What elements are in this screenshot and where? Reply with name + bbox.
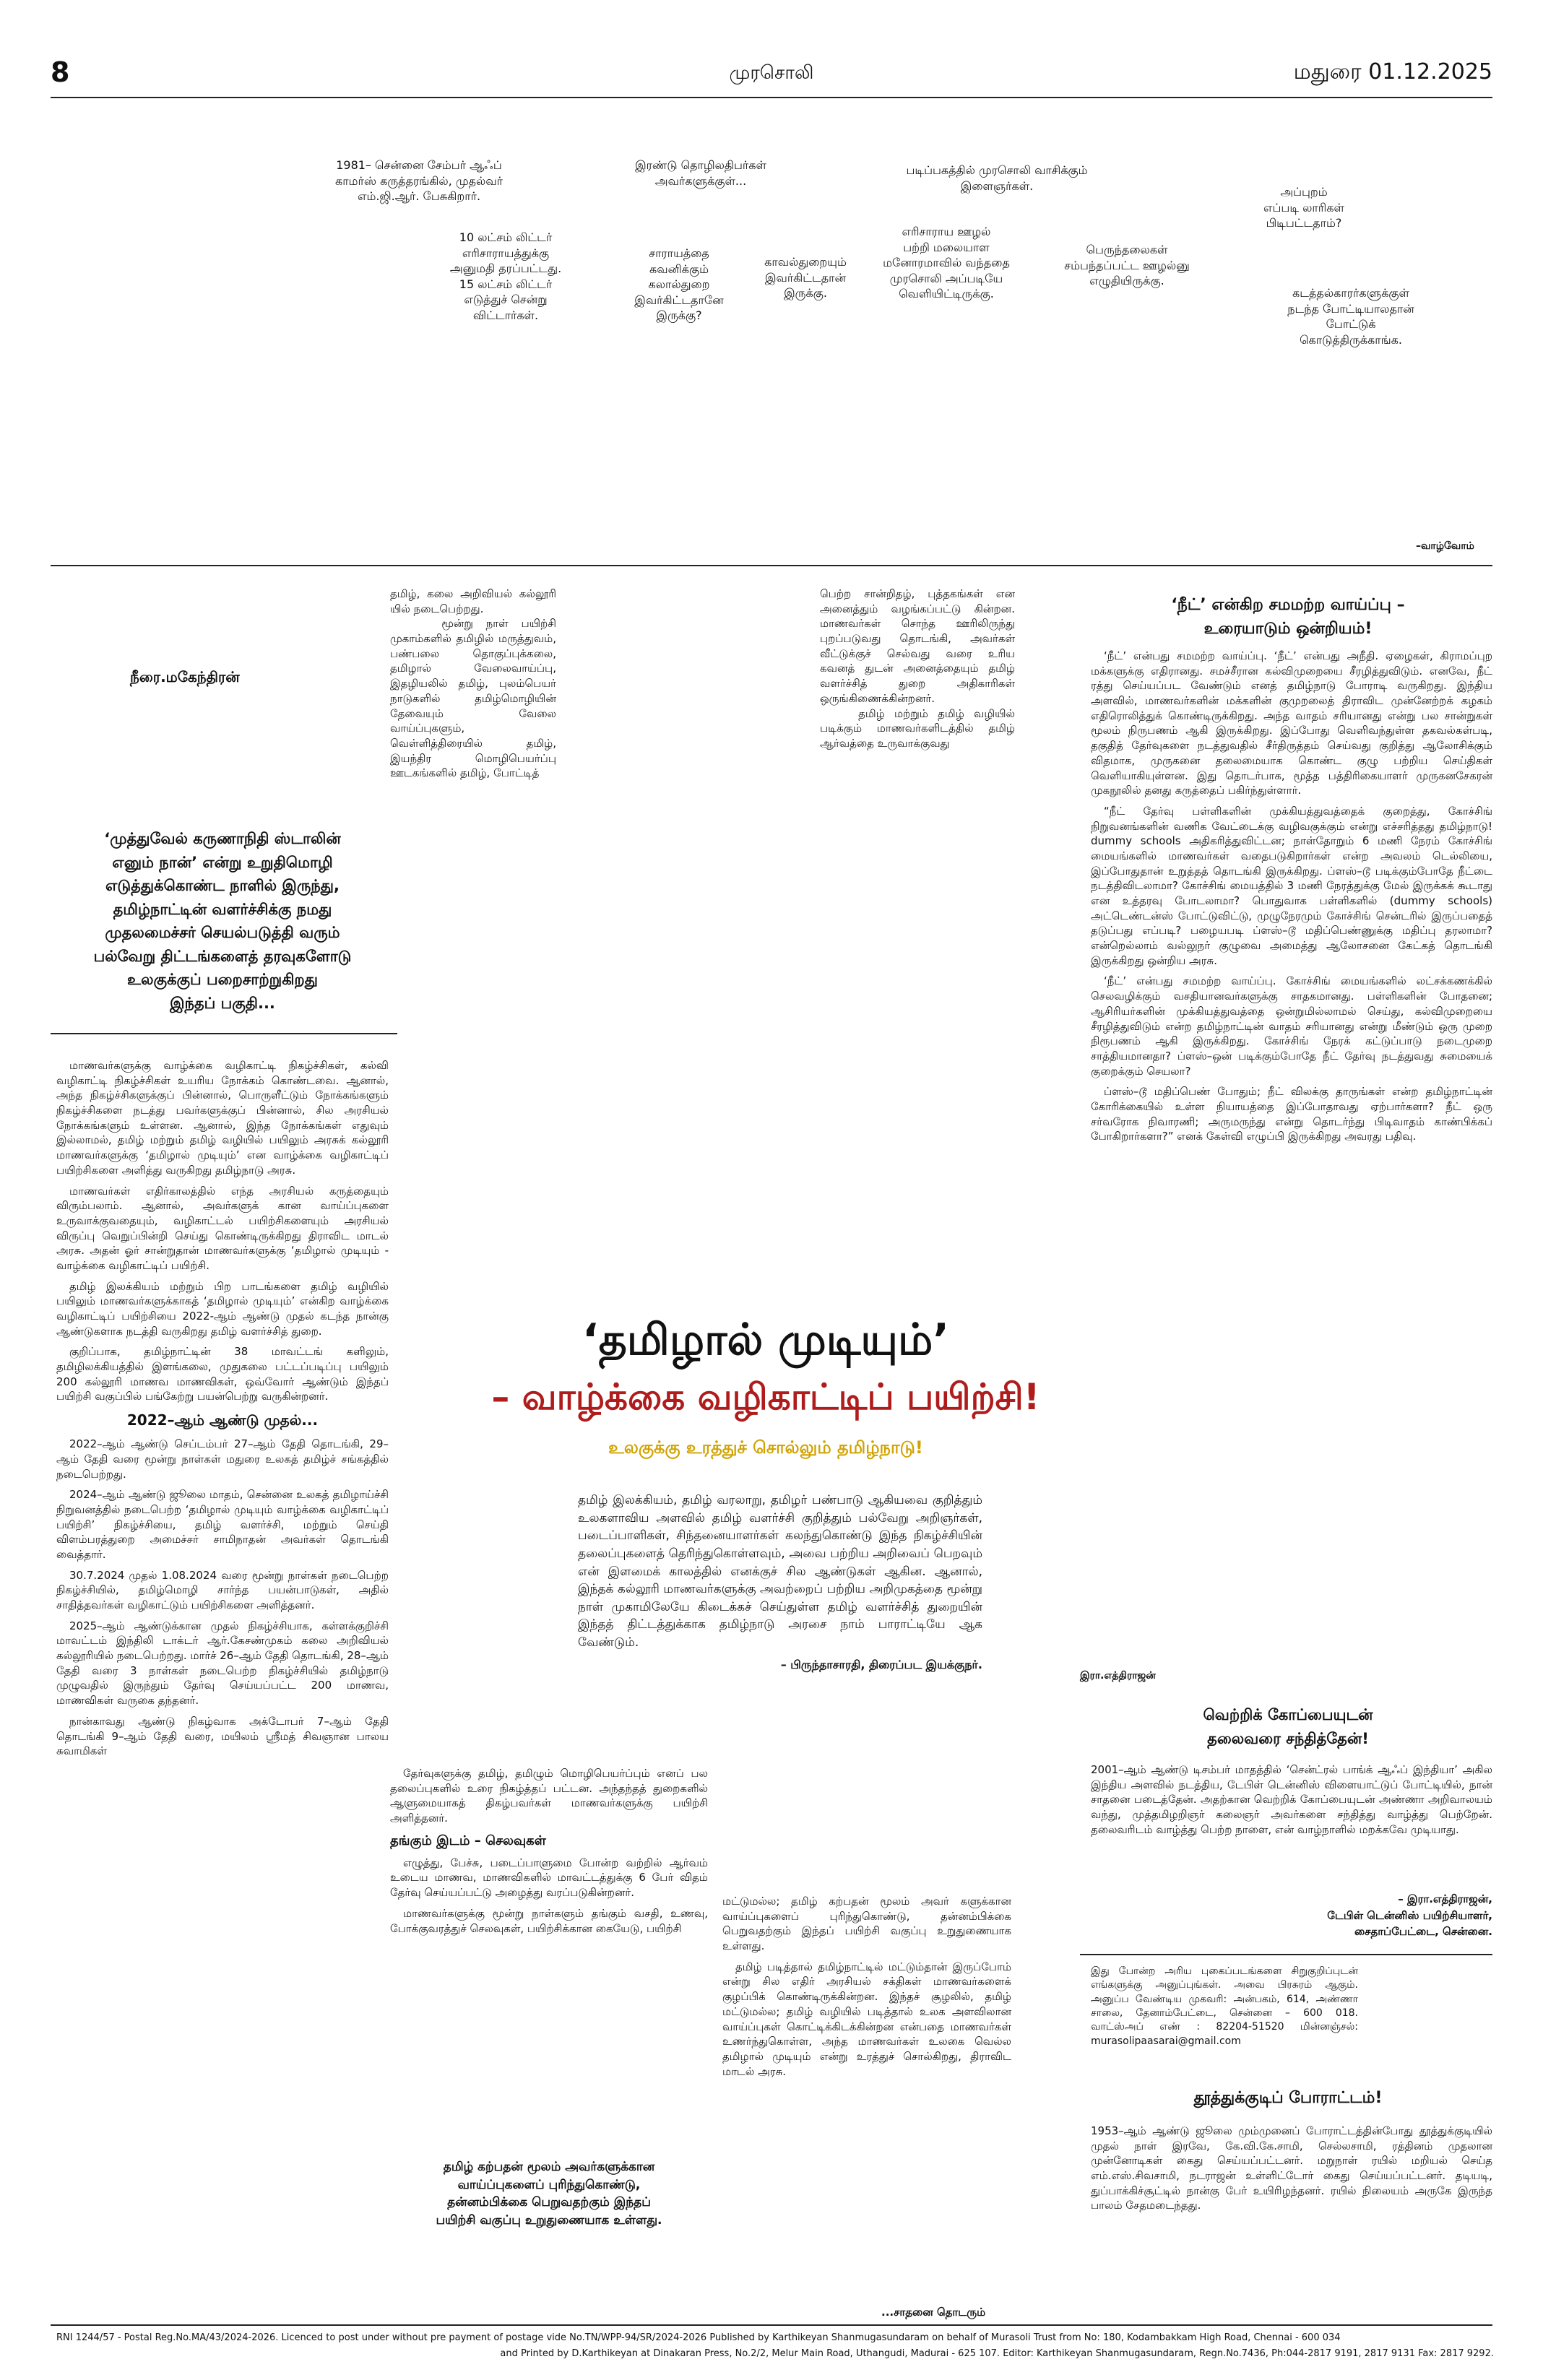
article-column: தமிழ், கலை அறிவியல் கல்லூரி யில் நடைபெற்றது. மூன்று நாள் பயிற்சி முகாம்களில் தமிழில் மருத்துவம், பண்பலை தொகுப்புக்கலை, தமிழால் வேலைவாய்ப்பு, இதழியலில் தமிழ், புலம்பெயர் நாடுகளில் தமிழ்மொழியின் தேவையும் வேலை வாய்ப்புகளும், வெள்ளித்திரையில் தமிழ், இயந்திர மொழிபெயர்ப்பு ஊடகங்களில் தமிழ், போட்டித் xyxy=(390,587,556,780)
byline: இரா.எத்திராஜன் xyxy=(1080,1670,1156,1682)
neet-title-line2: உரையாடும் ஒன்றியம்! xyxy=(1203,620,1373,638)
series-signoff: –வாழ்வோம் xyxy=(1416,540,1474,552)
box-title: வெற்றிக் கோப்பையுடன் xyxy=(1203,1706,1373,1723)
headline-title: ‘தமிழால் முடியும்’ xyxy=(582,1315,950,1365)
paragraph: ‘நீட்’ என்பது சமமற்ற வாய்ப்பு. ‘நீட்’ என்பது அநீதி. ஏழைகள், கிராமப்புற மக்களுக்கு எதிரானது. சமச்சீரான கல்விமுறையை சீரழித்துவிடும். எனவே, நீட் ரத்து செய்யப்பட வேண்டும் எனத் தமிழ்நாடு போராடி வருகிறது. இந்திய அளவில், மாணவர்களின் மக்களின் குமுறலைத் திராவிட முன்னேற்றக் கழகம் எதிரொலித்துக் கொண்டிருக்கிறது. அந்த வாதம் சரியானது என்று பல சான்றுகள் மூலம் நிருபணம் ஆகி இருக்கிறது. இப்போது வெளிவந்துள்ள தகவல்கள்படி, தகுதித் தேர்வுகளை நடத்துவதில் சீர்திருத்தம் செய்வது குறித்து ஆலோசிக்கும் விதமாக, முருகனை தலைமையாக கொண்ட குழு பற்றிய செய்திகள் வெளியாகியுள்ளன. இது தொடர்பாக, மூத்த பத்திரிகையாளர் முருகனசேகரன் முகநூலில் தனது கருத்தைப் பகிர்ந்துள்ளார். xyxy=(1091,649,1496,797)
paragraph: மாணவர்கள் எதிர்காலத்தில் எந்த அரசியல் கருத்தையும் விரும்பலாம். ஆனால், அவர்களுக் கான வாய்ப்புகளை உருவாக்குவதையும், வழிகாட்டல் பயிற்சிகளையும் அரசியல் விருப்பு வெறுப்பின்றி செய்து கொண்டிருக்கிறது திராவிட மாடல் அரசு. அதன் ஓர் சான்றுதான் மாணவர்களுக்கு ‘தமிழால் முடியும் - வாழ்க்கை வழிகாட்டிப் பயிற்சி. xyxy=(56,1184,392,1272)
paragraph: மட்டுமல்ல; தமிழ் கற்பதன் மூலம் அவர் களுக்கான வாய்ப்புகளைப் புரிந்துகொண்டு, தன்னம்பிக்கை பெறுவதற்கும் இந்தப் பயிற்சி வகுப்பு உறுதுணையாக உள்ளது. xyxy=(722,1895,1015,1953)
intro-rule xyxy=(51,1033,397,1034)
quote-author: – பிருந்தாசாரதி, திரைப்பட இயக்குநர். xyxy=(780,1657,982,1671)
notice-rule xyxy=(1080,1954,1492,1955)
footer-rule xyxy=(51,2324,1492,2326)
cartoon-caption: கடத்தல்காரர்களுக்குள் நடந்த போட்டியாலதான் போட்டுக் கொடுத்திருக்காங்க. xyxy=(1287,286,1414,347)
header-rule xyxy=(51,97,1492,98)
section-rule xyxy=(51,565,1492,566)
signature-place: சைதாப்பேட்டை, சென்னை. xyxy=(1354,1925,1492,1938)
edition-date: மதுரை 01.12.2025 xyxy=(1293,59,1492,85)
photo-caption: படிப்பகத்தில் முரசொலி வாசிக்கும் இளைஞர்கள். xyxy=(906,163,1088,193)
intro-quote: ‘முத்துவேல் கருணாநிதி ஸ்டாலின் எனும் நான்’ என்று உறுதிமொழி எடுத்துக்கொண்ட நாளில் இருந்து, தமிழ்நாட்டின் வளர்ச்சிக்கு நமது முதலமைச்சர் செயல்படுத்தி வரும் பல்வேறு திட்டங்களைத் தரவுகளோடு உலகுக்குப் பறைசாற்றுகிறது இந்தப் பகுதி... xyxy=(93,830,352,1012)
paragraph: தமிழ் இலக்கியம் மற்றும் பிற பாடங்களை தமிழ் வழியில் பயிலும் மாணவர்களுக்காகத் ‘தமிழால் முடியும்’ என்கிற வாழ்க்கை வழிகாட்டிப் பயிற்சியை 2022-ஆம் ஆண்டு முதல் கடந்த நான்கு ஆண்டுகளாக நடத்தி வருகிறது தமிழ் வளர்ச்சித் துறை. xyxy=(56,1279,392,1338)
paragraph: ‘நீட்’ என்பது சமமற்ற வாய்ப்பு. கோச்சிங் மையங்களில் லட்சக்கணக்கில் செலவழிக்கும் வசதியானவர்களுக்கு சாதகமானது. பள்ளிகளின் போதனை; ஆசிரியர்களின் முக்கியத்துவத்தை ஒன்றுமில்லாமல் செய்து, கல்விமுறையை சீரழித்துவிடும் என்ற தமிழ்நாட்டின் வாதம் சரியானது என்று மீண்டும் ஒரு முறை நிரூபணம் ஆகி இருக்கிறது. கோச்சிங் நேரக் கட்டுப்பாடு நடைமுறை சாத்தியமானதா? ப்ளஸ்–ஒன் படிக்கும்போதே நீட் தேர்வு நடத்துவது சுமையைக் குறைக்கும் செயலா? xyxy=(1091,974,1496,1078)
byline: நீரை.மகேந்திரன் xyxy=(130,668,240,685)
continued-label: ...சாதனை தொடரும் xyxy=(881,2306,986,2319)
quote-text: தமிழ் இலக்கியம், தமிழ் வரலாறு, தமிழர் பண்பாடு ஆகியவை குறித்தும் உலகளாவிய அளவில் தமிழ் வளர்ச்சி குறித்தும் பல்வேறு அறிஞர்கள், படைப்பாளிகள், சிந்தனையாளர்கள் கலந்துகொண்டு இந்த நிகழ்ச்சியின் தலைப்புகளைத் தெரிந்துகொள்ளவும், அவை பற்றிய அறிவைப் பெறவும் என் இளமைக் காலத்தில் எனக்குச் சில ஆண்டுகள் ஆகின. ஆனால், இந்தக் கல்லூரி மாணவர்களுக்கு அவற்றைப் பற்றிய அறிமுகத்தை மூன்று நாள் முகாமிலேயே கிடைக்கச் செய்துள்ள தமிழ் வளர்ச்சித் துறையின் இந்தத் திட்டத்துக்காக தமிழ்நாடு அரசை நாம் பாராட்டியே ஆக வேண்டும். xyxy=(578,1493,987,1650)
box-text: 1953–ஆம் ஆண்டு ஜூலை மும்முனைப் போராட்டத்தின்போது தூத்துக்குடியில் முதல் நாள் இரவே, கே.வி.கே.சாமி, செல்லசாமி, ரத்தினம் முதலான முன்னோடிகள் கைது செய்யப்பட்டனர். மறுநாள் ரயில் மறியல் செய்த எம்.எஸ்.சிவசாமி, நடராஜன் உள்ளிட்டோர் கைது செய்யப்பட்டனர். தடியடி, துப்பாக்கிச்சூட்டில் நான்கு பேர் உயிரிழந்தனர். ரயில் நிலையம் அருகே இருந்த பாலம் சேதமடைந்தது. xyxy=(1091,2124,1496,2212)
paragraph: 2025–ஆம் ஆண்டுக்கான முதல் நிகழ்ச்சியாக, கள்ளக்குறிச்சி மாவட்டம் இந்திலி டாக்டர் ஆர்.கேசண்முகம் கலை அறிவியல் கல்லூரியில் நடைபெற்றது. மார்ச் 26–ஆம் தேதி தொடங்கி, 28–ஆம் தேதி வரை 3 நாள்கள் நடைபெற்ற நிகழ்ச்சியில் தமிழ்நாடு முழுவதில் இருந்தும் தேர்வு செய்யப்பட்ட 200 மாணவ, மாணவிகள் வருகை தந்தனர். xyxy=(56,1619,392,1708)
page-number: 8 xyxy=(51,56,70,88)
photo-caption: 1981– சென்னை சேம்பர் ஆஃப் காமர்ஸ் கருத்தரங்கில், முதல்வர் எம்.ஜி.ஆர். பேசுகிறார். xyxy=(335,158,503,204)
paragraph: மாணவர்களுக்கு மூன்று நாள்களும் தங்கும் வசதி, உணவு, போக்குவரத்துச் செலவுகள், பயிற்சிக்கான கையேடு, பயிற்சி xyxy=(390,1906,712,1935)
box-text: 2001–ஆம் ஆண்டு டிசம்பர் மாதத்தில் ‘சென்ட்ரல் பாங்க் ஆஃப் இந்தியா’ அகில இந்திய அளவில் நடத்திய, டேபிள் டென்னிஸ் விளையாட்டுப் போட்டியில், நான் சாதனை படைத்தேன். அதற்கான வெற்றிக் கோப்பையுடன் அண்ணா அறிவாலயம் வந்து, முத்தமிழறிஞர் கலைஞர் அவர்களை சந்தித்து வாழ்த்து பெற்றேன். தலைவரிடம் வாழ்த்து பெற்ற நாளை, என் வாழ்நாளில் மறக்கவே முடியாது. xyxy=(1091,1763,1496,1836)
newspaper-name: முரசொலி xyxy=(729,62,814,84)
cartoon-caption: எரிசாராய ஊழல் பற்றி மலையாள மனோரமாவில் வந்ததை முரசொலி அப்படியே வெளியிட்டிருக்கு. xyxy=(883,225,1010,301)
paragraph: 30.7.2024 முதல் 1.08.2024 வரை மூன்று நாள்கள் நடைபெற்ற நிகழ்ச்சியில், தமிழ்மொழி சார்ந்த பயன்பாடுகள், அதில் சாதித்தவர்கள் வழிகாட்டும் பயிற்சிகளை அளித்தனர். xyxy=(56,1568,392,1611)
cartoon-caption: பெருந்தலைகள் சம்பந்தப்பட்ட ஊழல்னு எழுதியிருக்கு. xyxy=(1064,243,1190,288)
paragraph: குறிப்பாக, தமிழ்நாட்டின் 38 மாவட்டங் களிலும், தமிழிலக்கியத்தில் இளங்கலை, முதுகலை பட்டப்படிப்பு பயிலும் 200 கல்லூரி மாணவ மாணவிகள், ஒவ்வோர் ஆண்டும் இந்தப் பயிற்சி வகுப்பில் பங்கேற்று பயன்பெற்று வருகின்றனர். xyxy=(56,1345,392,1403)
headline-subtitle: – வாழ்க்கை வழிகாட்டிப் பயிற்சி! xyxy=(491,1376,1040,1418)
cartoon-caption: அப்புறம் எப்படி லாரிகள் பிடிபட்டதாம்? xyxy=(1263,185,1344,230)
cartoon-caption: காவல்துறையும் இவர்கிட்டதான் இருக்கு. xyxy=(764,255,847,300)
paragraph: தேர்வுகளுக்கு தமிழ், தமிழும் மொழிபெயர்ப்பும் எனப் பல தலைப்புகளில் உரை நிகழ்த்தப் பட்டன. அந்தந்தத் துறைகளில் ஆளுமையாகத் திகழ்பவர்கள் மாணவர்களுக்கு பயிற்சி அளித்தனர். xyxy=(390,1767,712,1825)
paragraph: 2024–ஆம் ஆண்டு ஜூலை மாதம், சென்னை உலகத் தமிழாய்ச்சி நிறுவனத்தில் நடைபெற்ற ‘தமிழால் முடியும் வாழ்க்கை வழிகாட்டிப் பயிற்சி’ நிகழ்ச்சியை, தமிழ் வளர்ச்சி, மற்றும் செய்தி விளம்பரத்துறை அமைச்சர் சாமிநாதன் அவர்கள் தொடங்கி வைத்தார். xyxy=(56,1488,392,1561)
article-column: பெற்ற சான்றிதழ், புத்தகங்கள் என அனைத்தும் வழங்கப்பட்டு கின்றன. மாணவர்கள் சொந்த ஊரிலிருந்து புறப்படுவது தொடங்கி, அவர்கள் வீட்டுக்குச் செல்வது வரை உரிய கவனத் துடன் அனைத்தையும் தமிழ் வளர்ச்சித் துறை அதிகாரிகள் ஒருங்கிணைக்கின்றனர். தமிழ் மற்றும் தமிழ் வழியில் படிக்கும் மாணவர்களிடத்தில் தமிழ் ஆர்வத்தை உருவாக்குவது xyxy=(820,587,1016,750)
subheading: தங்கும் இடம் – செலவுகள் xyxy=(390,1832,546,1848)
signature-name: – இரா.எத்திராஜன், xyxy=(1398,1892,1492,1905)
paragraph: நான்காவது ஆண்டு நிகழ்வாக அக்டோபர் 7–ஆம் தேதி தொடங்கி 9–ஆம் தேதி வரை, மயிலம் ஸ்ரீமத் சிவஞான பாலய சுவாமிகள் xyxy=(56,1714,392,1758)
paragraph: “நீட் தேர்வு பள்ளிகளின் முக்கியத்துவத்தைக் குறைத்து, கோச்சிங் நிறுவனங்களின் வணிக வேட்டைக்கு வழிவகுக்கும் என்று எச்சரித்தது தமிழ்நாடு! dummy schools அதிகரித்துவிட்டன; நாள்தோறும் 6 மணி நேரம் கோச்சிங் மையங்களில் மாணவர்கள் வதைபடுகிறார்கள் என்ற அவலம் டெல்லியை, இப்போதுதான் உறுத்தத் தொடங்கி இருக்கிறது. ப்ளஸ்–டூ படிக்கும்போதே நீட்டை நடத்திவிடலாமா? கோச்சிங் மையத்தில் 3 மணி நேரத்துக்கு மேல் இருக்கக் கூடாது என உத்தரவு போடலாமா? பொதுவாக பள்ளிகளில் (dummy schools) அட்டெண்டன்ஸ் போட்டுவிட்டு, முழுநேரமும் கோச்சிங் சென்டரில் இருப்பதைத் தடுப்பது எப்படி? பழையபடி ப்ளஸ்–டூ மதிப்பெண்ணுக்கு மதிப்பு தரலாமா? என்றெல்லாம் வல்லுநர் குழுவை அமைத்து ஆலோசனை கேட்கத் தொடங்கி இருக்கிறது ஒன்றிய அரசு. xyxy=(1091,804,1496,967)
paragraph: 2022–ஆம் ஆண்டு செப்டம்பர் 27–ஆம் தேதி தொடங்கி, 29–ஆம் தேதி வரை மூன்று நாள்கள் மதுரை உலகத் தமிழ்ச் சங்கத்தில் நடைபெற்றது. xyxy=(56,1437,392,1481)
paragraph: ப்ளஸ்–டூ மதிப்பெண் போதும்; நீட் விலக்கு தாருங்கள் என்ற தமிழ்நாட்டின் கோரிக்கையில் உள்ள நியாயத்தை இப்போதாவது ஏற்பார்களா? நீட் ஒரு சர்வரோக நிவாரணி; அருமருந்து என்று தொடர்ந்து பிடிவாதம் காண்பிக்கப் போகிறார்களா?” எனக் கேள்வி எழுப்பி இருக்கிறது அவரது பதிவு. xyxy=(1091,1085,1496,1143)
box-title-line2: தலைவரை சந்தித்தேன்! xyxy=(1207,1730,1369,1747)
cartoon-caption: இரண்டு தொழிலதிபர்கள் அவர்களுக்குள்... xyxy=(635,158,766,188)
submission-notice: இது போன்ற அரிய புகைப்படங்களை சிறுகுறிப்புடன் எங்களுக்கு அனுப்புங்கள். அவை பிரசுரம் ஆகும். அனுப்ப வேண்டிய முகவரி: அன்பகம், 614, அண்ணா சாலை, தேனாம்பேட்டை, சென்னை – 600 018. வாட்ஸ்அப் எண் : 82204-51520 மின்னஞ்சல்: murasolipaasarai@gmail.com xyxy=(1091,1965,1362,2047)
paragraph: எழுத்து, பேச்சு, படைப்பாளுமை போன்ற வற்றில் ஆர்வம் உடைய மாணவ, மாணவிகளில் மாவட்டத்துக்கு 6 பேர் விதம் தேர்வு செய்யப்பட்டு அழைத்து வரப்படுகின்றனர். xyxy=(390,1856,712,1900)
imprint-line: RNI 1244/57 - Postal Reg.No.MA/43/2024-2026. Licenced to post under without pre payment of postage vide No.TN/WPP-94/SR/2024-2026 Published by Karthikeyan Shanmugasundaram on behalf of Murasoli Trust from No: 180, Kodambakkam High Road, Chennai - 600 034 xyxy=(56,2332,1341,2343)
subheading: 2022–ஆம் ஆண்டு முதல்... xyxy=(126,1411,319,1429)
paragraph: தமிழ் படித்தால் தமிழ்நாட்டில் மட்டும்தான் இருப்போம் என்று சில எதிர் அரசியல் சக்திகள் மாணவர்களைக் குழப்பிக் கொண்டிருக்கின்றன. இந்தச் சூழலில், தமிழ் மட்டுமல்ல; தமிழ் வழியில் படித்தால் உலக அளவிலான வாய்ப்புகள் கொட்டிக்கிடக்கின்றன என்பதை மாணவர்கள் உணர்ந்துகொள்ள, அந்த மாணவர்கள் உலகை வெல்ல தமிழால் முடியும் என்று உரத்துச் சொல்கிறது, திராவிட மாடல் அரசு. xyxy=(722,1960,1015,2078)
pull-quote: தமிழ் கற்பதன் மூலம் அவர்களுக்கான வாய்ப்புகளைப் புரிந்துகொண்டு, தன்னம்பிக்கை பெறுவதற்கும் இந்தப் பயிற்சி வகுப்பு உறுதுணையாக உள்ளது. xyxy=(436,2160,662,2228)
paragraph: மாணவர்களுக்கு வாழ்க்கை வழிகாட்டி நிகழ்ச்சிகள், கல்வி வழிகாட்டி நிகழ்ச்சிகள் உயரிய நோக்கம் கொண்டவை. ஆனால், அந்த நிகழ்ச்சிகளுக்குப் பின்னால், பொருளீட்டும் நோக்கங்களும் நிகழ்ச்சிகளை நடத்து பவர்களுக்குப் பின்னால், சில அரசியல் நோக்கங்களும் உள்ளன. ஆனால், இந்த நோக்கங்கள் எதுவும் இல்லாமல், தமிழ் மற்றும் தமிழ் வழியில் பயிலும் அரசுக் கல்லூரி மாணவர்களுக்கு ‘தமிழால் முடியும்’ என வாழ்க்கை வழிகாட்டிப் பயிற்சிகளை அளித்து வருகிறது தமிழ்நாடு அரசு. xyxy=(56,1059,392,1177)
signature-role: டேபிள் டென்னிஸ் பயிற்சியாளர், xyxy=(1327,1908,1492,1922)
headline-kicker: உலகுக்கு உரத்துச் சொல்லும் தமிழ்நாடு! xyxy=(608,1437,923,1458)
cartoon-caption: 10 லட்சம் லிட்டர் எரிசாராயத்துக்கு அனுமதி தரப்பட்டது. 15 லட்சம் லிட்டர் எடுத்துச் சென்று விட்டார்கள். xyxy=(449,230,562,322)
imprint-line: and Printed by D.Karthikeyan at Dinakaran Press, No.2/2, Melur Main Road, Uthangudi, Madurai - 625 107. Editor: Karthikeyan Shanmugasundaram, Regn.No.7436, Ph:044-2817 9191, 2817 9131 Fax: 2817 9292. xyxy=(500,2348,1494,2359)
box-title: தூத்துக்குடிப் போராட்டம்! xyxy=(1193,2089,1383,2107)
cartoon-caption: சாராயத்தை கவனிக்கும் கலால்துறை இவர்கிட்டதானே இருக்கு? xyxy=(634,246,724,323)
neet-title: ‘நீட்’ என்கிற சமமற்ற வாய்ப்பு – xyxy=(1171,596,1405,614)
